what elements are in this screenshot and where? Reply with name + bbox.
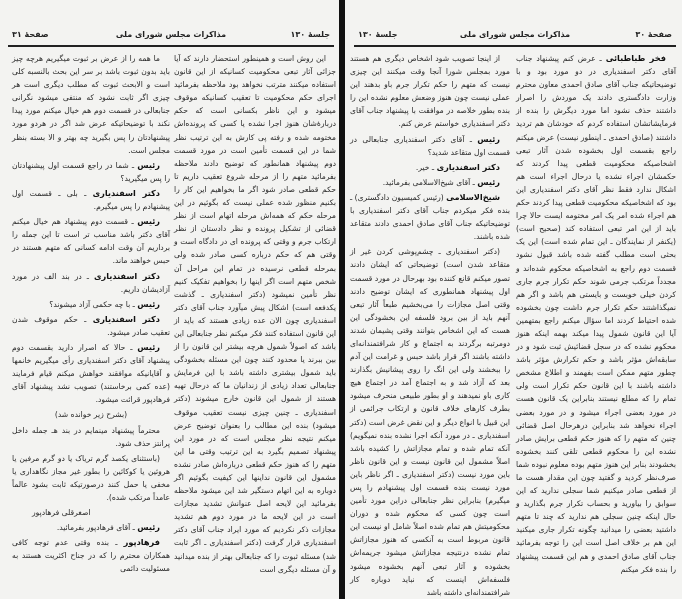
speaker-name: فخر طباطبائی: [605, 53, 667, 63]
paragraph-text: ـ آقای فرهادپور بفرمائید.: [56, 523, 135, 533]
speaker-name: رئیس: [137, 298, 160, 309]
paragraph: [350, 191, 510, 243]
speaker-name: دکتر اسفندیاری: [94, 270, 161, 281]
page-number: صفحهٔ ۳۰: [635, 30, 672, 39]
paragraph-text: (رئیس کمیسیون دادگستری) ـ بنده فکر میکردم جناب آقای دکتر اسفندیاری با توضیحاتیکه جناب آقای صادق احمدی دادند متقاعد شده باشند.: [350, 192, 510, 242]
paragraph: [350, 161, 510, 174]
paragraph: [350, 176, 510, 189]
speaker-name: شیخ‌الاسلامی: [446, 191, 500, 202]
paragraph-text: (باستثنای یکصد گرم تریاک یا دو گرم مرفین یا هروئین یا کوکائین را بطور غیر مجاز نگاهداری یا مخفی یا حمل کنند درصورتیکه ثابت بشود عالماً عامداً مرتکب شده).: [12, 453, 170, 502]
paragraph: [174, 52, 336, 576]
text-column-right: [174, 52, 336, 592]
speaker-name: دکتر اسفندیاری: [436, 161, 500, 172]
paragraph-text: ـ با چه حکمی آزاد میشوند؟: [49, 299, 135, 309]
paragraph: [12, 521, 170, 534]
paragraph-text: ـ آقای دکتر اسفندیاری جنابعالی در قسمت اول متقاعد شدید؟: [350, 134, 510, 157]
page-number: صفحهٔ ۳۱: [12, 30, 49, 39]
session-number: جلسهٔ ۱۳۰: [290, 30, 330, 39]
running-title: مذاکرات مجلس شورای ملی: [115, 30, 227, 39]
header-rule: [8, 45, 334, 47]
speaker-name: رئیس: [137, 341, 161, 352]
paragraph-text: (بشرح زیر خوانده شد): [54, 410, 128, 420]
paragraph-text: از اینجا تصویب شود اشخاص دیگری هم هستند مورد بمجلس شورا آنجا وقت میکنند این چیزی نیست که متهم را حکم تکرار جرم باو بدهند این عملی نیست چون هنوز وضعش معلوم نشده این را بنده بطور خلاصه در موافقت با پیشنهاد جناب آقای دکتر اسفندیاری خواستم عرض کنم.: [350, 54, 510, 129]
page-header: [354, 30, 676, 44]
paragraph: [12, 52, 170, 157]
paragraph-text: ـ شما در راجع قسمت اول پیشنهادتان را پس میگیرید؟: [12, 160, 170, 183]
paragraph-text: ما همه را از عرض بر ثبوت میگیریم هرچه چیز باید بدون ثبوت باشد بر سر این بحث بالنسبه کلی است و الابحث ثبوت که مطلب دیگری است هر چیزی اگر ثابت نشود که منتفی میشود نگرانی جنابعالی در قسمت دوم هم خیال میکنم مورد پیدا نکند با توضیحاتیکه عرض شد اگر در هردو مورد پیشنهادتان را پس بگیرید چه بهتر و الا بسته بنظر مجلس است.: [12, 54, 170, 155]
text-column-left: [12, 52, 170, 592]
speaker-name: دکتر اسفندیاری: [92, 187, 160, 198]
paragraph-text: ـ آقای شیخ‌الاسلامی بفرمائید.: [382, 177, 475, 187]
proposal-signature: [12, 506, 170, 519]
speaker-name: دکتر اسفندیاری: [92, 313, 161, 324]
paragraph-text: ـ حکم موقوف شدن تعقیب صادر میشود.: [12, 314, 170, 337]
header-rule: [354, 45, 676, 47]
stage-direction: [12, 408, 170, 421]
paragraph-text: محترماً پیشنهاد مینمایم در بند هـ جمله داخل پرانتز حذف شود.: [12, 425, 170, 448]
speaker-name: رئیس: [137, 159, 160, 170]
session-number: جلسهٔ ۱۳۰: [358, 30, 398, 39]
paragraph: [350, 245, 510, 599]
paragraph-text: ـ حالا که اصرار دارید بقسمت دوم پیشنهاد آقای دکتر اسفندیاری رأی میگیریم خانمها و آقایانیکه موافقند خواهش میکنم قیام فرمایند (عده کمی برخاستند) تصویب نشد پیشنهاد آقای فرهادپور قرائت میشود.: [12, 342, 170, 405]
speaker-name: فرهادپور: [123, 537, 160, 548]
paragraph: [12, 341, 170, 406]
paragraph: [350, 133, 510, 159]
running-title: مذاکرات مجلس شورای ملی: [459, 30, 571, 39]
speaker-name: رئیس: [477, 133, 500, 144]
paragraph: [12, 298, 170, 311]
signature-name: اصغرقلی فرهادپور: [32, 508, 91, 518]
proposal-text: [12, 452, 170, 504]
speaker-name: رئیس: [477, 176, 500, 187]
paragraph-text: ـ بلی ـ قسمت اول پیشنهادم را پس میگیرم.: [12, 188, 170, 212]
paragraph-text: ـ قسمت دوم پیشنهاد هم خیال میکنم آقای دکتر باشد مناسب تر است تا این جمله را برداریم آن وقت ادامه کسانی که متهم هستند در حبس خواهند ماند.: [12, 217, 170, 266]
paragraph: [12, 536, 170, 575]
paragraph-text: این روش است و همینطور استحضار دارند که آیا جزائی آثار تبعی محکومیت کسانیکه از این قانون استفاده میکنند مترتب نخواهد بود ملاحظه بفرمائید اجرای حکم محکومیت تا تعقیب کسانیکه موقوف میشود و این ناظر بکسانی است که حکم دربارهٔ‌شان هنوز اجرا نشده یا کسی که پرونده‌اش مختومه شده و رفته پی کارش به این ترتیب نظر شما در این قسمت تأمین است در مورد قسمت دوم پیشنهاد همانطور که توضیح دادند ملاحظه بفرمائید متهم را از مرحله شروع تعقیب داریم تا حکم قطعی صادر شود اگر ما بخواهیم این کار را بکنیم منظور شده عملی نیست که بگوئیم در این مرحله حکم که همه‌اش مرحله اتهام است از نظر قضائی از تشکیل پرونده و نظر دادستان از نظر ارتکاب جرم و وقتی که پرونده ای در دادگاه است و وقتی هم که حکم درباره کسی صادر شده ولی بمرحله قطعی نرسیده در تمام این مراحل آن شخص متهم است اگر اینها را بخواهیم تفکیک کنیم نظر تأمین نمیشود (دکتر اسفندیاری ـ گذشت یکدفعه است) اشکال پیش میآورد جناب آقای دکتر اسفندیاری چون الان عده زیادی هستند که باید از این قانون استفاده کنند فکر میکنم نظر جنابعالی این باشد که اصولاً شمول هرچه بیشتر این قانون را از بین ببرند یا محدود کنند چون این مسئله بخشودگی باید شمول بیشتری داشته باشد با این فرمایش جنابعالی تعداد زیادی از زندانیان ما که درحال تهیه هستند از شمول این قانون خارج میشوند (دکتر اسفندیاری ـ چنین چیزی نیست تعقیب موقوف میشود) بنده این مطالب را بعنوان توضیح عرض میکنم نتیجه نظر مجلس است که در مورد این پیشنهاد تصمیم بگیرد به این ترتیب وقتی ما این متهم را که هنوز حکم قطعی درباره‌اش صادر نشده مشمول این قانون نداینها این کیفیت بگوئیم اگر دوباره به این اتهام دستگیر شد این میشود ملاحظه بفرمائید این لایحه اصل عنوانش تشدید مجازات است در این لایحه ما در مورد دوم هم تشدید مجازات ذکر نکردیم که مورد ایراد جناب آقای دکتر اسفندیاری قرار گرفت (دکتر اسفندیاری ـ اگر ثابت شد) مسئله ثبوت را که جنابعالی بهتر از بنده میدانید و آن مسئله دیگری است: [174, 54, 336, 574]
text-column-right: [516, 52, 676, 592]
paragraph: [12, 215, 170, 267]
paragraph: [12, 313, 170, 339]
paragraph: [12, 270, 170, 296]
paragraph: [12, 187, 170, 213]
text-column-left: [350, 52, 510, 597]
left-page: [0, 0, 340, 599]
paragraph-text: ـ بنده وقتی عدم توجه کافی همکاران محترم را که در جناح اکثریت هستند به مسئولیت دائمی: [12, 538, 170, 574]
page-gutter: [339, 0, 345, 599]
paragraph-text: ـ در بند الف در مورد آزادیشان داریم.: [12, 271, 170, 294]
speaker-name: رئیس: [137, 216, 160, 227]
paragraph-text: ـ خیر.: [415, 162, 435, 172]
speaker-name: رئیس: [137, 522, 160, 533]
page-header: [8, 30, 334, 44]
paragraph: [516, 52, 676, 576]
right-page: [346, 0, 682, 599]
paragraph-text: (دکتر اسفندیاری ـ چشم‌پوشی کردن غیر از متقاعد شدن است) توضیحاتی که ایشان دادند تصور میکنم قانع کننده بود بهرحال در مورد قسمت اول پیشنهاد همانطوری که ایشان توضیح دادند وقتی اصل مجازات را می‌بخشیم طبعاً آثار تبعی آنهم باید از بین برود فلسفه این بخشودگی این هست که این اشخاص بتوانند وقتی پشیمان شدند دومرتبه برگردند به اجتماع و کار شرافتمندانه‌ای داشته باشند اگر قرار باشد حبس و غرامت این آدم را ببخشند ولی این انگ را روی پیشانیش بگذارند بعد که آزاد شد و به اجتماع آمد در اجتماع هیچ کاری باو نمیدهند و او بطور طبیعی منحرف میشود بطرف کارهای خلاف قانون و ارتکاب جرائمی از این قبیل با انواع دیگر و این نقض غرض است (دکتر اسفندیاری ـ در مورد آنکه اجرا نشده بنده نمیگویم) آنکه تمام شده و تمام مجازاتش را کشیده باشد اصلاً مشمول این قانون نیست و این قانون ناظر باین مورد نیست (دکتر اسفندیاری ـ اگر ناظر باین مورد نیست بنده قسمت اول پیشنهادم را پس میگیرم) بنابراین نظر جنابعالی دراین مورد تأمین است چون کسی که محکوم شده و دوران محکومیتش هم تمام شده اصلاً شامل او نیست این قانون مربوط است به آنکسی که هنوز مجازاتش تمام نشده درنتیجه مجازاتش میشود جریمه‌اش بخشوده و آثار تبعی آنهم بخشوده میشود فلسفه‌اش اینست که نباید دوباره کار شرافتمندانه‌ای داشته باشد: [350, 247, 510, 597]
paragraph: [350, 52, 510, 131]
proposal-text: [12, 424, 170, 450]
paragraph: [12, 159, 170, 185]
paragraph-text: ـ عرض کنم پیشنهاد جناب آقای دکتر اسفندیاری در دو مورد بود و با توضیحاتیکه جناب آقای صادق احمدی معاون محترم وزارت دادگستری دادند یک موردش را اصرار داشتند حذف نشود اما مورد دیگرش را بنده از فرمایشاتشان استفاده کردم که خودشان هم تردید داشتند (صادق احمدی ـ اینطور نیست) عرض میکنم راجع بقسمت اول بخشوده شدن آثار تبعی اشخاصیکه محکومیت قطعی پیدا کردند که حکمشان اجراء نشده یا درحال اجراء است هم اشکال ندارد فقط نظر آقای دکتر اسفندیاری این بود که اشخاصیکه محکومیت قطعی پیدا کردند حکم هم اجراء شده امر یک امر مختومه ایست حالا چرا باید از این امر تبعی استفاده کند (صحیح است) (یکنفر از نمایندگان ـ این تمام شده است) این یک بحثی است مطلب گفته شده باشد قبول نشود قسمت دوم راجع به اشخاصیکه محکوم شده‌اند و مجدداً مرتکب جرمی شوند حکم تکرار جرم جاری کردن خیلی خوبست و بایستی هم باشد و اگر هم نمیگذاشتند حکم تکرار جرم داشت چون بخشوده شده احتیاط کردند اما سؤال میکنم راجع بمتهمین آیا این قانون شمول پیدا میکند بهمه اینکه هنوز محکوم نشده که در سجل قضائیش ثبت شود و در سابقه‌اش مؤثر باشد و حکم تکرارش مؤثر باشد چطور متهم ممکن است بفهمند و اطلاع مشخص داشته باشند با این قانون حکم تکرار است ولی تمام را که مطلع نیستند بنابراین یک قانون هست در مورد بعضی اجراء میشود و در مورد بعضی اجراء نخواهد شد بنابراین درهرحال اصل قضائی چنین که متهم را که هنوز حکم قطعی برایش صادر نشده این را محکوم قطعی تلقی کنند بخشوده بخشودند بنابر این هنوز متهم بوده معلوم نبوده شما صرف‌نظر کردید و گفتید چون این مقدار هست ما از قطعی صادر میکنیم شما سجلی ندارید که این سوابق را بیاورید و بحساب تکرار جرم بگذارید و حال اینکه چنین سجلی هم ندارید که چند تا متهم داشتید بعضی را میدانید چگونه تکرار جاری میکنید این هم بر خلاف اصل است این را توجه بفرمائید جناب آقای صادق احمدی و هم این قسمت پیشنهاد را بنده فکر میکنم: [516, 54, 676, 574]
